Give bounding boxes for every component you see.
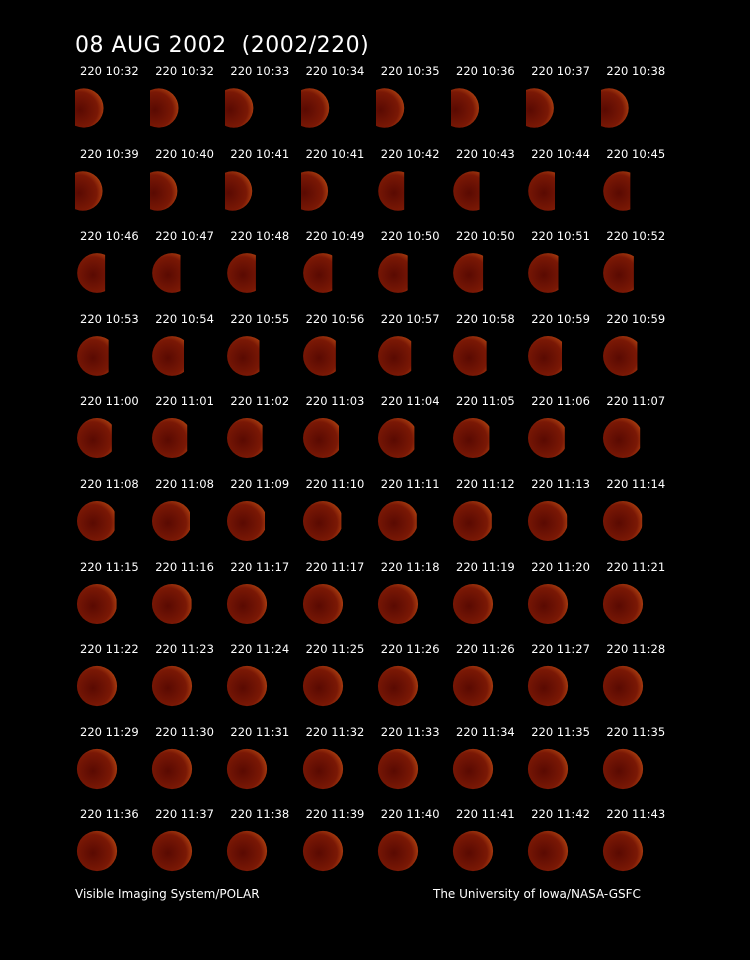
earth-disk-image	[376, 582, 420, 626]
image-frame	[601, 64, 676, 147]
frame-timestamp: 220 11:16	[155, 559, 214, 574]
earth-disk-image	[376, 499, 420, 543]
image-frame	[526, 147, 601, 230]
image-frame	[526, 477, 601, 560]
earth-disk-image	[75, 416, 119, 460]
frame-timestamp: 220 11:28	[606, 642, 666, 657]
frame-timestamp: 220 11:07	[606, 394, 666, 409]
frame-timestamp: 220 11:22	[80, 642, 139, 657]
frame-timestamp: 220 11:06	[531, 394, 590, 409]
earth-disk-image	[526, 582, 570, 626]
earth-disk-image	[526, 747, 570, 791]
image-frame	[150, 229, 225, 312]
frame-timestamp: 220 10:50	[380, 229, 440, 244]
image-frame	[225, 312, 300, 395]
earth-disk-image	[376, 334, 420, 378]
earth-disk-image	[225, 582, 269, 626]
frame-timestamp: 220 11:42	[531, 807, 590, 822]
frame-timestamp: 220 11:13	[531, 477, 590, 491]
frame-timestamp: 220 10:44	[531, 146, 590, 161]
frame-timestamp: 220 11:32	[305, 724, 365, 739]
image-frame	[301, 147, 376, 230]
image-frame	[150, 477, 225, 560]
frame-timestamp: 220 10:32	[80, 64, 139, 78]
footer-credit-instrument: Visible Imaging System/POLAR	[75, 887, 260, 901]
earth-disk-image	[75, 829, 119, 873]
earth-disk-image	[601, 499, 645, 543]
frame-timestamp: 220 10:38	[606, 64, 666, 78]
image-frame	[451, 560, 526, 643]
earth-disk-image	[150, 169, 194, 213]
frame-timestamp: 220 10:37	[531, 64, 590, 78]
frame-timestamp: 220 11:08	[80, 477, 139, 491]
frame-timestamp: 220 10:50	[456, 229, 515, 244]
image-frame	[75, 642, 150, 725]
image-frame	[601, 560, 676, 643]
frame-timestamp: 220 11:24	[230, 642, 290, 657]
image-frame	[376, 394, 451, 477]
image-frame	[75, 229, 150, 312]
earth-disk-image	[301, 582, 345, 626]
image-frame	[601, 642, 676, 725]
frame-timestamp: 220 11:23	[155, 642, 214, 657]
image-frame	[526, 560, 601, 643]
frame-timestamp: 220 11:27	[531, 642, 590, 657]
earth-disk-image	[75, 499, 119, 543]
image-frame	[150, 312, 225, 395]
earth-disk-image	[376, 251, 420, 295]
image-frame	[376, 807, 451, 890]
frame-timestamp: 220 10:41	[305, 146, 365, 161]
frame-timestamp: 220 10:35	[380, 64, 440, 78]
earth-disk-image	[301, 747, 345, 791]
frame-timestamp: 220 11:05	[456, 394, 515, 409]
earth-disk-image	[150, 334, 194, 378]
image-frame	[301, 394, 376, 477]
frame-timestamp: 220 11:35	[606, 724, 666, 739]
image-frame	[150, 807, 225, 890]
frame-timestamp: 220 11:34	[456, 724, 515, 739]
earth-disk-image	[451, 582, 495, 626]
image-frame	[75, 147, 150, 230]
image-frame	[150, 560, 225, 643]
earth-disk-image	[150, 499, 194, 543]
frame-timestamp: 220 11:21	[606, 559, 666, 574]
image-frame	[150, 725, 225, 808]
earth-disk-image	[301, 829, 345, 873]
image-frame	[225, 394, 300, 477]
frame-timestamp: 220 11:36	[80, 807, 139, 822]
image-frame	[150, 394, 225, 477]
earth-disk-image	[376, 829, 420, 873]
frame-timestamp: 220 11:29	[80, 724, 139, 739]
frame-timestamp: 220 10:55	[230, 311, 290, 326]
earth-disk-image	[225, 169, 269, 213]
frame-timestamp: 220 11:08	[155, 477, 214, 491]
frame-timestamp: 220 10:47	[155, 229, 214, 244]
earth-disk-image	[225, 416, 269, 460]
frame-timestamp: 220 10:51	[531, 229, 590, 244]
image-frame	[526, 725, 601, 808]
earth-disk-image	[225, 334, 269, 378]
frame-timestamp: 220 11:25	[305, 642, 365, 657]
earth-disk-image	[301, 416, 345, 460]
frame-timestamp: 220 11:10	[305, 477, 365, 491]
image-frame	[601, 229, 676, 312]
frame-timestamp: 220 10:56	[305, 311, 365, 326]
earth-disk-image	[150, 251, 194, 295]
earth-disk-image	[526, 169, 570, 213]
frame-timestamp: 220 11:14	[606, 477, 666, 491]
image-frame	[225, 725, 300, 808]
earth-disk-image	[451, 416, 495, 460]
frame-timestamp: 220 11:12	[456, 477, 515, 491]
image-frame	[526, 394, 601, 477]
earth-disk-image	[376, 169, 420, 213]
image-frame	[301, 642, 376, 725]
earth-disk-image	[150, 416, 194, 460]
image-frame	[301, 725, 376, 808]
image-frame	[75, 312, 150, 395]
earth-disk-image	[526, 334, 570, 378]
image-frame	[451, 807, 526, 890]
image-frame	[75, 725, 150, 808]
frame-timestamp: 220 11:17	[230, 559, 290, 574]
image-frame	[225, 807, 300, 890]
earth-disk-image	[601, 334, 645, 378]
image-frame	[75, 394, 150, 477]
frame-timestamp: 220 11:01	[155, 394, 214, 409]
image-frame	[451, 394, 526, 477]
frame-timestamp: 220 11:11	[380, 477, 440, 491]
frame-timestamp: 220 11:02	[230, 394, 290, 409]
image-frame	[225, 642, 300, 725]
frame-timestamp: 220 10:54	[155, 311, 214, 326]
image-frame	[301, 64, 376, 147]
image-frame	[225, 147, 300, 230]
image-frame	[451, 64, 526, 147]
earth-disk-image	[150, 86, 194, 130]
earth-disk-image	[601, 582, 645, 626]
frame-timestamp: 220 10:48	[230, 229, 290, 244]
image-frame	[75, 560, 150, 643]
image-frame	[451, 477, 526, 560]
earth-disk-image	[601, 664, 645, 708]
image-frame	[225, 229, 300, 312]
earth-disk-image	[601, 169, 645, 213]
earth-disk-image	[301, 251, 345, 295]
earth-disk-image	[75, 334, 119, 378]
frame-timestamp: 220 11:33	[380, 724, 440, 739]
image-frame	[451, 725, 526, 808]
earth-disk-image	[75, 582, 119, 626]
frame-timestamp: 220 11:40	[380, 807, 440, 822]
frame-timestamp: 220 11:38	[230, 807, 290, 822]
frame-timestamp: 220 11:41	[456, 807, 515, 822]
earth-disk-image	[451, 747, 495, 791]
earth-disk-image	[376, 664, 420, 708]
frame-timestamp: 220 11:30	[155, 724, 214, 739]
frame-timestamp: 220 11:15	[80, 559, 139, 574]
earth-disk-image	[451, 829, 495, 873]
frame-timestamp: 220 11:35	[531, 724, 590, 739]
image-frame	[376, 229, 451, 312]
frame-timestamp: 220 10:53	[80, 311, 139, 326]
earth-disk-image	[601, 251, 645, 295]
frame-timestamp: 220 11:39	[305, 807, 365, 822]
earth-disk-image	[150, 747, 194, 791]
earth-disk-image	[75, 251, 119, 295]
image-frame	[75, 477, 150, 560]
image-frame	[451, 642, 526, 725]
image-frame	[225, 64, 300, 147]
earth-disk-image	[451, 86, 495, 130]
image-frame	[150, 64, 225, 147]
frame-timestamp: 220 10:32	[155, 64, 214, 78]
earth-disk-image	[526, 499, 570, 543]
frame-timestamp: 220 10:43	[456, 146, 515, 161]
image-frame	[150, 642, 225, 725]
image-frame	[301, 477, 376, 560]
earth-disk-image	[301, 664, 345, 708]
earth-disk-image	[75, 86, 119, 130]
image-frame	[225, 477, 300, 560]
frame-timestamp: 220 10:41	[230, 146, 290, 161]
frame-timestamp: 220 10:36	[456, 64, 515, 78]
frame-timestamp: 220 11:09	[230, 477, 290, 491]
image-frame	[75, 807, 150, 890]
earth-disk-image	[225, 664, 269, 708]
frame-timestamp: 220 10:58	[456, 311, 515, 326]
frame-timestamp: 220 10:57	[380, 311, 440, 326]
earth-disk-image	[601, 416, 645, 460]
image-frame	[526, 64, 601, 147]
earth-disk-image	[601, 747, 645, 791]
earth-disk-image	[451, 334, 495, 378]
image-frame	[376, 64, 451, 147]
image-frame	[301, 229, 376, 312]
image-frame	[526, 229, 601, 312]
frame-timestamp: 220 11:37	[155, 807, 214, 822]
image-frame	[376, 312, 451, 395]
frame-timestamp: 220 10:45	[606, 146, 666, 161]
earth-disk-image	[301, 334, 345, 378]
earth-disk-image	[451, 499, 495, 543]
image-frame	[376, 560, 451, 643]
earth-disk-image	[526, 829, 570, 873]
image-frame	[376, 725, 451, 808]
frame-timestamp: 220 10:33	[230, 64, 290, 78]
frame-timestamp: 220 11:26	[380, 642, 440, 657]
earth-disk-image	[225, 747, 269, 791]
image-frame	[601, 807, 676, 890]
image-frame	[301, 807, 376, 890]
frame-timestamp: 220 10:39	[80, 146, 139, 161]
frame-timestamp: 220 11:04	[380, 394, 440, 409]
frame-timestamp: 220 10:59	[606, 311, 666, 326]
earth-disk-image	[301, 499, 345, 543]
image-frame	[601, 147, 676, 230]
frame-timestamp: 220 11:43	[606, 807, 666, 822]
image-frame	[526, 642, 601, 725]
earth-disk-image	[150, 582, 194, 626]
image-frame	[225, 560, 300, 643]
image-frame	[601, 312, 676, 395]
footer-credit-institution: The University of Iowa/NASA-GSFC	[433, 887, 641, 901]
image-frame	[301, 312, 376, 395]
image-frame	[526, 807, 601, 890]
earth-disk-image	[301, 169, 345, 213]
image-frame	[601, 477, 676, 560]
earth-disk-image	[225, 499, 269, 543]
image-frame	[451, 147, 526, 230]
image-frame	[526, 312, 601, 395]
frame-timestamp: 220 11:18	[380, 559, 440, 574]
image-frame	[376, 477, 451, 560]
earth-disk-image	[451, 169, 495, 213]
earth-disk-image	[526, 664, 570, 708]
frame-timestamp: 220 11:03	[305, 394, 365, 409]
earth-disk-image	[75, 664, 119, 708]
frame-timestamp: 220 11:31	[230, 724, 290, 739]
image-frame	[451, 312, 526, 395]
frame-timestamp: 220 10:52	[606, 229, 666, 244]
earth-disk-image	[225, 251, 269, 295]
earth-disk-image	[150, 664, 194, 708]
image-frame	[75, 64, 150, 147]
image-frame	[376, 147, 451, 230]
frame-timestamp: 220 11:00	[80, 394, 139, 409]
frame-timestamp: 220 10:49	[305, 229, 365, 244]
earth-disk-image	[451, 251, 495, 295]
image-frame	[451, 229, 526, 312]
frame-timestamp: 220 10:59	[531, 311, 590, 326]
frame-timestamp: 220 10:40	[155, 146, 214, 161]
earth-disk-image	[376, 86, 420, 130]
earth-disk-image	[225, 829, 269, 873]
frame-timestamp: 220 10:46	[80, 229, 139, 244]
earth-disk-image	[376, 416, 420, 460]
image-frame	[376, 642, 451, 725]
frame-timestamp: 220 10:34	[305, 64, 365, 78]
earth-disk-image	[75, 747, 119, 791]
earth-disk-image	[526, 416, 570, 460]
image-frame	[150, 147, 225, 230]
earth-disk-image	[150, 829, 194, 873]
earth-disk-image	[451, 664, 495, 708]
earth-disk-image	[601, 829, 645, 873]
frame-timestamp: 220 11:20	[531, 559, 590, 574]
earth-disk-image	[376, 747, 420, 791]
frame-timestamp: 220 11:19	[456, 559, 515, 574]
earth-disk-image	[526, 251, 570, 295]
image-frame	[301, 560, 376, 643]
image-frame	[601, 394, 676, 477]
earth-disk-image	[526, 86, 570, 130]
frame-timestamp: 220 10:42	[380, 146, 440, 161]
earth-disk-image	[601, 86, 645, 130]
frame-timestamp: 220 11:26	[456, 642, 515, 657]
frame-timestamp: 220 11:17	[305, 559, 365, 574]
earth-disk-image	[75, 169, 119, 213]
page-title: 08 AUG 2002 (2002/220)	[75, 33, 370, 58]
earth-disk-image	[225, 86, 269, 130]
earth-disk-image	[301, 86, 345, 130]
image-frame	[601, 725, 676, 808]
